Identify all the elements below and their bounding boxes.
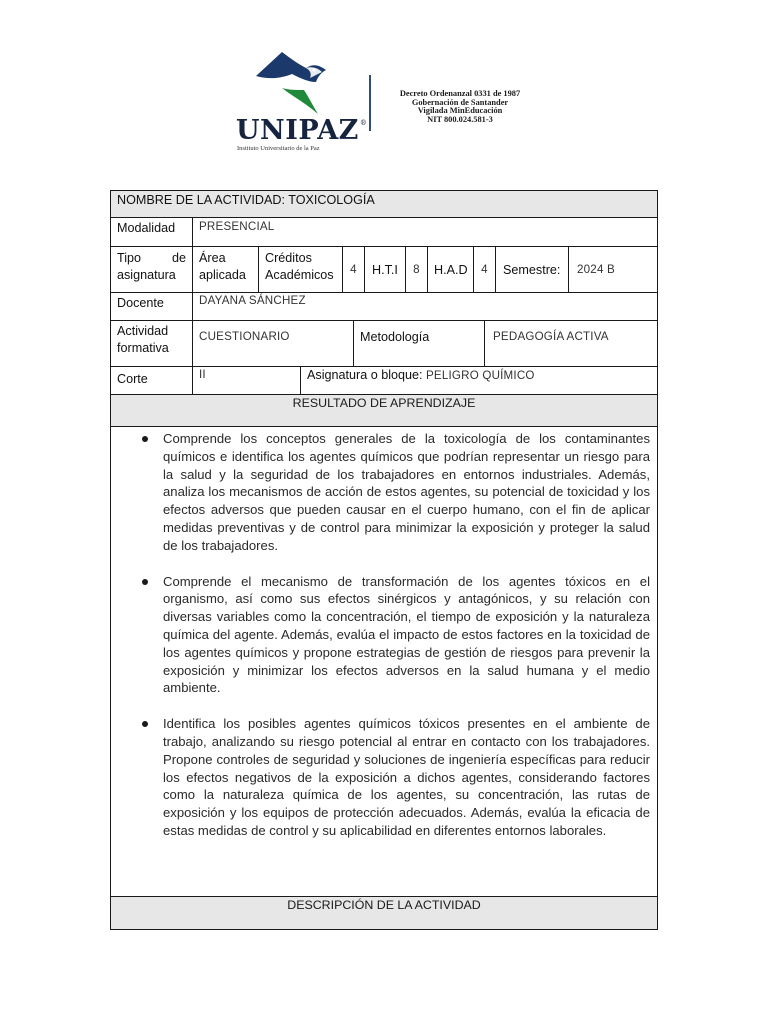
- tipo-asignatura-label: Tipo de asignatura: [111, 247, 193, 292]
- asignatura-cell: [301, 367, 657, 394]
- unipaz-dove-logo-icon: [252, 48, 338, 118]
- semestre-label: Semestre:: [496, 247, 569, 292]
- modalidad-label: Modalidad: [111, 218, 193, 246]
- results-title: RESULTADO DE APRENDIZAJE: [292, 396, 476, 410]
- decree-block: [380, 90, 540, 124]
- document-header: [230, 48, 540, 152]
- activity-table: [110, 190, 658, 930]
- corte-label: Corte: [111, 367, 193, 394]
- metodologia-label: Metodología: [354, 321, 485, 366]
- docente-label: Docente: [111, 293, 193, 320]
- results-list: [111, 430, 657, 840]
- activity-name-row: [111, 191, 657, 218]
- bullet-icon: [142, 579, 148, 585]
- hti-value: 8: [406, 247, 428, 292]
- list-item-text: Comprende el mecanismo de transformación de los agentes tóxicos en el organismo, así como sus efectos sinérgicos y antagónicos, y su relación con diversas variables como la concentración, el tiempo de exposición y la naturaleza química del agente. Además, evalúa el impacto de estos factores en la toxicidad de los agentes químicos y propone estrategias de gestión de riesgos para prevenir la exposición y minimizar los efectos adversos en la salud humana y el medio ambiente.: [163, 573, 650, 696]
- hti-label: H.T.I: [365, 247, 406, 292]
- area-aplicada-label: Área aplicada: [193, 247, 259, 292]
- description-title-row: [111, 897, 657, 929]
- docente-row: [111, 293, 657, 321]
- description-title: DESCRIPCIÓN DE LA ACTIVIDAD: [287, 898, 481, 912]
- decree-line: NIT 800.024.581-3: [427, 114, 493, 124]
- list-item: [163, 573, 650, 698]
- creditos-label: Créditos Académicos: [259, 247, 343, 292]
- actividad-row: [111, 321, 657, 367]
- bullet-icon: [142, 721, 148, 727]
- creditos-value: 4: [343, 247, 365, 292]
- header-divider: [369, 75, 371, 131]
- decree-line: Decreto Ordenanzal 0331 de 1987: [399, 89, 521, 98]
- list-item-text: Identifica los posibles agentes químicos tóxicos presentes en el ambiente de trabajo, analizando su riesgo potencial al entrar en contacto con los trabajadores. Propone controles de seguridad y soluciones de ingeniería específicas para reducir los efectos negativos de la exposición a dichos agentes, considerando factores como la naturaleza química de los agentes, su concentración, las rutas de exposición y los equipos de protección adecuados. Además, evalúa la eficacia de estas medidas de control y su aplicabilidad en diferentes entornos laborales.: [163, 716, 650, 838]
- results-title-row: [111, 395, 657, 427]
- list-item-text: Comprende los conceptos generales de la toxicología de los contaminantes químicos e identifica los agentes químicos que podrían representar un riesgo para la salud y la seguridad de los trabajadores en entornos industriales. Además, analiza los mecanismos de acción de estos agentes, su potencial de toxicidad y los efectos adversos que pueden causar en el cuerpo humano, con el fin de aplicar medidas preventivas y de control para minimizar la exposición y proteger la salud de los trabajadores.: [163, 431, 650, 553]
- unipaz-wordmark: UNIPAZ®: [236, 115, 368, 146]
- modalidad-row: [111, 218, 657, 247]
- metodologia-value: PEDAGOGÍA ACTIVA: [493, 330, 609, 343]
- had-value: 4: [474, 247, 496, 292]
- had-label: H.A.D: [428, 247, 474, 292]
- results-list-container: [111, 427, 657, 897]
- asignatura-value: PELIGRO QUÍMICO: [425, 369, 535, 382]
- unipaz-subtitle: Instituto Universitario de la Paz: [237, 145, 320, 152]
- decree-line: Gobernación de Santander: [411, 97, 509, 107]
- actividad-formativa-value: CUESTIONARIO: [193, 321, 354, 366]
- modalidad-value: PRESENCIAL: [199, 220, 275, 233]
- tipo-asignatura-row: [111, 247, 657, 293]
- corte-value: II: [193, 367, 301, 394]
- corte-row: [111, 367, 657, 395]
- asignatura-label: Asignatura o bloque:: [307, 368, 423, 382]
- activity-name-label: NOMBRE DE LA ACTIVIDAD: TOXICOLOGÍA: [117, 193, 375, 207]
- decree-line: Vigilada MinEducación: [417, 106, 503, 116]
- docente-value: DAYANA SÁNCHEZ: [199, 294, 306, 307]
- list-item: [163, 430, 650, 555]
- bullet-icon: [142, 436, 148, 442]
- semestre-value: 2024 B: [577, 263, 615, 276]
- list-item: [163, 715, 650, 840]
- actividad-formativa-label: Actividad formativa: [111, 321, 193, 366]
